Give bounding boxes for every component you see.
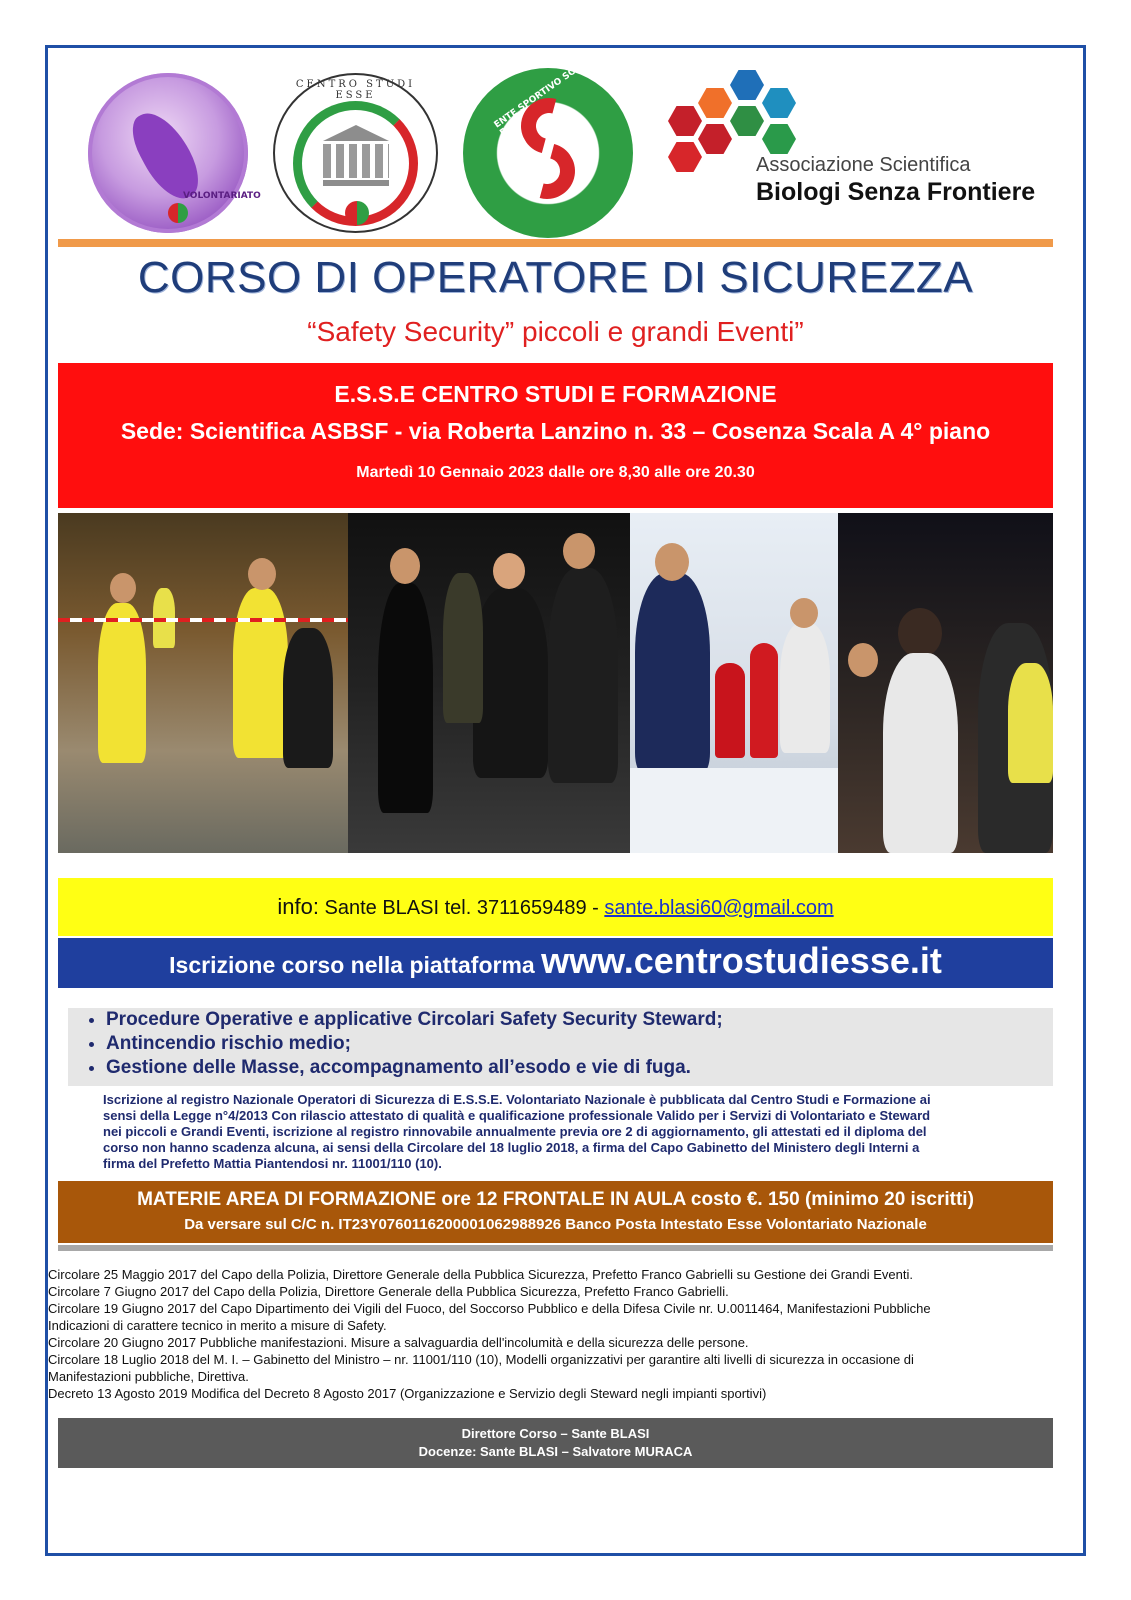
info-line	[58, 894, 1053, 920]
list-item: • Gestione delle Masse, accompagnamento all’esodo e vie di fuga.	[106, 1056, 1053, 1080]
photo-training-stage	[348, 513, 630, 853]
ente-ring-text: ENTE SPORTIVO SOCIALE EUROPEO	[492, 49, 602, 139]
contact-text: Sante BLASI tel. 3711659489 -	[318, 897, 605, 919]
registration-bar	[58, 938, 1053, 988]
red-s-icon	[513, 98, 583, 208]
volontariato-logo	[88, 73, 261, 233]
email-link[interactable]: sante.blasi60@gmail.com	[604, 897, 834, 919]
circolare-line: Circolare 7 Giugno 2017 del Capo della Polizia, Direttore Generale della Pubblica Sicurezza, Prefetto Franco Gabrielli.	[48, 1284, 729, 1299]
photo-collage	[58, 513, 1053, 853]
topics-list	[68, 1008, 1053, 1086]
photo-fire-extinguishers	[630, 513, 838, 853]
director-line: Direttore Corso – Sante BLASI	[461, 1426, 650, 1441]
course-details-box	[58, 363, 1053, 508]
organizer-line: E.S.S.E CENTRO STUDI E FORMAZIONE	[334, 381, 777, 407]
cell-hex-icon	[698, 124, 732, 154]
circolare-line: Circolare 19 Giugno 2017 del Capo Dipartimento dei Vigili del Fuoco, del Soccorso Pubblico e della Difesa Civile nr. U.0011464, Manifestazioni Pubbliche	[48, 1301, 931, 1316]
registration-text: Iscrizione corso nella piattaforma	[169, 952, 542, 978]
esse-ring-text: CENTRO STUDI ESSE	[295, 79, 416, 101]
bio-line-1: Associazione Scientifica	[756, 154, 971, 176]
footer-bar	[58, 1418, 1053, 1468]
list-item: • Procedure Operative e applicative Circolari Safety Security Steward;	[106, 1008, 1053, 1032]
hex-icon	[668, 142, 702, 172]
registry-line: corso non hanno scadenza alcuna, ai sensi della Circolare del 18 luglio 2018, a firma del Capo Gabinetto del Ministero degli Interni a	[103, 1140, 920, 1155]
payment-line: Da versare sul C/C n. IT23Y0760116200001062988926 Banco Posta Intestato Esse Volontariato Nazionale	[184, 1216, 927, 1233]
photo-crowd-night	[838, 513, 1053, 853]
circolare-line: Manifestazioni pubbliche, Direttiva.	[48, 1369, 249, 1384]
materie-bar	[58, 1181, 1053, 1243]
materie-line: MATERIE AREA DI FORMAZIONE ore 12 FRONTALE IN AULA costo €. 150 (minimo 20 iscritti)	[137, 1189, 974, 1210]
page-title: CORSO DI OPERATORE DI SICUREZZA	[137, 253, 974, 302]
esse-mini-logo-icon	[345, 201, 369, 225]
column-hex-icon	[698, 88, 732, 118]
grey-divider	[58, 1245, 1053, 1251]
hex-icon	[668, 106, 702, 136]
list-item: • Antincendio rischio medio;	[106, 1032, 1053, 1056]
circolari-list	[48, 1266, 1053, 1402]
leaf-hex-icon	[762, 124, 796, 154]
ente-sportivo-logo	[463, 49, 633, 238]
temple-icon	[323, 125, 389, 185]
circolare-line: Circolare 25 Maggio 2017 del Capo della Polizia, Direttore Generale della Pubblica Sicurezza, Prefetto Franco Gabrielli su Gestione dei Grandi Eventi.	[48, 1267, 913, 1282]
esse-mini-logo-icon	[168, 203, 188, 223]
date-line: Martedì 10 Gennaio 2023 dalle ore 8,30 alle ore 20.30	[356, 464, 755, 481]
registry-paragraph	[103, 1092, 1053, 1172]
water-drop-hex-icon	[730, 70, 764, 100]
orange-divider	[58, 239, 1053, 247]
volontariato-ring-text: VOLONTARIATO	[183, 191, 261, 201]
bio-wordmark	[756, 154, 1035, 207]
page-subtitle: “Safety Security” piccoli e grandi Eventi”	[307, 316, 804, 347]
document-frame	[45, 45, 1086, 1556]
circolare-line: Indicazioni di carattere tecnico in merito a misure di Safety.	[48, 1318, 387, 1333]
bio-line-2: Biologi Senza Frontiere	[756, 178, 1036, 206]
registry-line: firma del Prefetto Mattia Piantendosi nr. 11001/110 (10).	[103, 1156, 442, 1171]
dna-hex-icon	[762, 88, 796, 118]
circolare-line: Circolare 20 Giugno 2017 Pubbliche manifestazioni. Misure a salvaguardia dell'incolumità e della sicurezza delle persone.	[48, 1335, 749, 1350]
info-label: info:	[277, 894, 319, 919]
venue-line: Sede: Scientifica ASBSF - via Roberta Lanzino n. 33 – Cosenza Scala A 4° piano	[120, 418, 991, 444]
website-link[interactable]: www.centrostudiesse.it	[541, 940, 942, 981]
circolare-line: Circolare 18 Luglio 2018 del M. I. – Gabinetto del Ministro – nr. 11001/110 (10), Modelli organizzativi per garantire alti livelli di sicurezza in occasione di	[48, 1352, 914, 1367]
photo-stewards-street	[58, 513, 348, 853]
logo-strip	[58, 49, 1058, 238]
teachers-line: Docenze: Sante BLASI – Salvatore MURACA	[418, 1444, 693, 1459]
plant-hex-icon	[730, 106, 764, 136]
biologi-senza-frontiere-logo	[668, 68, 1048, 238]
circolare-line: Decreto 13 Agosto 2019 Modifica del Decreto 8 Agosto 2017 (Organizzazione e Servizio degli Steward negli impianti sportivi)	[48, 1386, 767, 1401]
registry-line: Iscrizione al registro Nazionale Operatori di Sicurezza di E.S.S.E. Volontariato Nazionale è pubblicata dal Centro Studi e Formazione ai	[103, 1092, 931, 1107]
registry-line: nei piccoli e Grandi Eventi, iscrizione al registro rinnovabile annualmente previa ore 2 di aggiornamento, gli attestati ed il diploma del	[103, 1124, 927, 1139]
centro-studi-esse-logo	[273, 73, 438, 233]
info-bar	[58, 878, 1053, 936]
registry-line: sensi della Legge n°4/2013 Con rilascio attestato di qualità e qualificazione professionale Valido per i Servizi di Volontariato e Steward	[103, 1108, 931, 1123]
